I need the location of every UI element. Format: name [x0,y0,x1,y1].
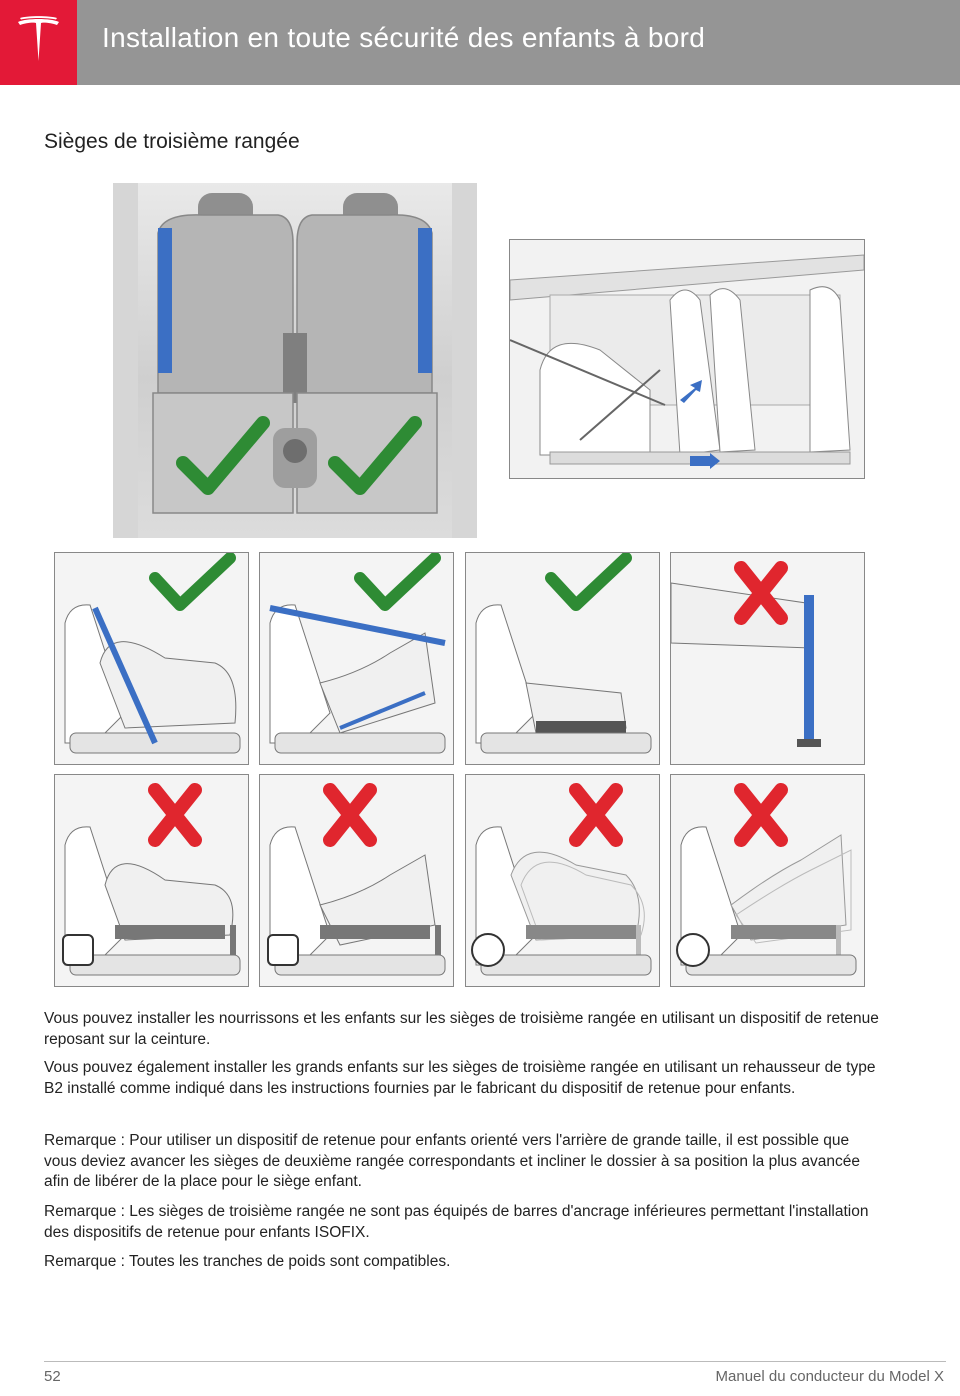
note-label: Remarque : [44,1132,125,1149]
cross-icon [576,790,616,840]
figure-isofix-not-ok-2 [259,774,454,987]
tesla-logo-icon [16,16,61,68]
paragraph-booster: Vous pouvez également installer les grands enfants sur les sièges de troisième rangée en utilisant un rehausseur de type B2 installé comme indiqué dans les instructions fournies par le fabricant du dispositif de retenue pour enfants. [44,1059,876,1097]
footer-divider [44,1361,946,1362]
cross-icon [155,790,195,840]
figure-isofix-not-ok-1 [54,774,249,987]
paragraph-infants: Vous pouvez installer les nourrissons et les enfants sur les sièges de troisième rangée en utilisant un dispositif de retenue reposant sur la ceinture. [44,1010,879,1048]
figure-rear-facing-belt-ok [259,552,454,765]
note-text: Les sièges de troisième rangée ne sont pas équipés de barres d'ancrage inférieures permettant l'installation des dispositifs de retenue pour enfants ISOFIX. [44,1203,869,1241]
figure-forward-facing-belt-ok [54,552,249,765]
figure-rotating-not-ok-1 [465,774,660,987]
figure-booster-seat-ok [465,552,660,765]
cross-icon [330,790,370,840]
note-isofix [44,1202,879,1243]
check-icon [360,558,435,605]
third-row-seats-photo [113,183,477,538]
page-title: Installation en toute sécurité des enfants à bord [102,22,706,53]
note-label: Remarque : [44,1203,125,1220]
note-label: Remarque : [44,1253,125,1270]
cross-icon [741,790,781,840]
second-row-folding-illustration [509,239,865,479]
section-title: Sièges de troisième rangée [44,130,300,153]
figure-support-leg-not-ok [670,552,865,765]
note-text: Pour utiliser un dispositif de retenue pour enfants orienté vers l'arrière de grande taille, il est possible que vous deviez avancer les sièges de deuxième rangée correspondants et incliner le dossier à sa position la plus avancée afin de libérer de la place pour le siège enfant. [44,1132,860,1190]
logo-box [0,0,77,85]
check-icon [155,558,230,605]
note-text: Toutes les tranches de poids sont compatibles. [124,1253,451,1270]
page-number: 52 [44,1368,61,1385]
note-weight [44,1252,879,1273]
manual-name: Manuel du conducteur du Model X [715,1368,944,1385]
note-rear-facing [44,1131,879,1193]
figure-rotating-not-ok-2 [670,774,865,987]
check-icon [551,558,626,605]
page-header [0,0,960,85]
